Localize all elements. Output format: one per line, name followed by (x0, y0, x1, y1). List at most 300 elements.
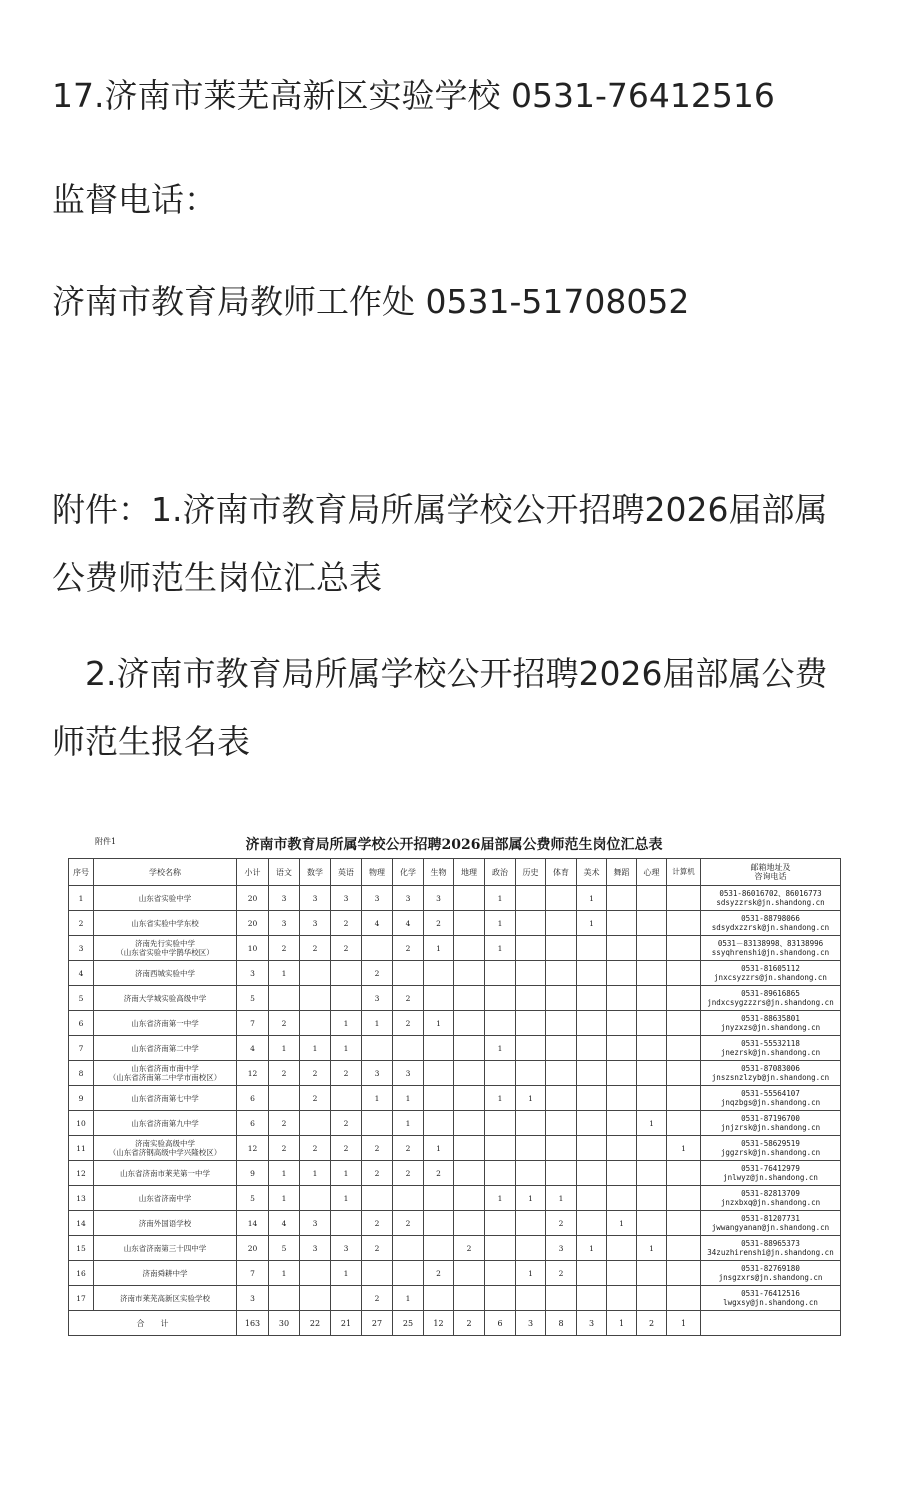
table-row (69, 986, 841, 1011)
cell-dance (607, 1061, 637, 1086)
cell-psychology (637, 936, 667, 961)
cell-english: 2 (331, 1111, 362, 1136)
cell-computer (667, 1061, 701, 1086)
header-math: 数学 (300, 859, 331, 886)
cell-chinese: 2 (269, 1111, 300, 1136)
cell-subtotal: 7 (237, 1011, 269, 1036)
cell-psychology: 1 (637, 1236, 667, 1261)
cell-art (577, 1086, 607, 1111)
cell-chemistry: 2 (393, 936, 424, 961)
cell-politics: 1 (485, 936, 516, 961)
cell-dance (607, 986, 637, 1011)
cell-geography (454, 936, 485, 961)
cell-physics: 2 (362, 1136, 393, 1161)
school-name: 山东省济南市南中学 (131, 1064, 199, 1073)
table-row (69, 936, 841, 961)
contact-email: jnxcsyzzrs@jn.shandong.cn (714, 973, 827, 982)
total-english: 21 (331, 1311, 362, 1336)
cell-biology (424, 961, 454, 986)
cell-psychology (637, 1136, 667, 1161)
cell-english: 3 (331, 1236, 362, 1261)
contact-email: jnsgzxrs@jn.shandong.cn (718, 1273, 823, 1282)
cell-chinese: 1 (269, 1161, 300, 1186)
cell-pe: 2 (546, 1261, 577, 1286)
cell-subtotal: 6 (237, 1086, 269, 1111)
header-subtotal: 小计 (237, 859, 269, 886)
cell-chinese: 1 (269, 1186, 300, 1211)
school-name: 山东省济南中学 (138, 1193, 192, 1203)
cell-psychology (637, 986, 667, 1011)
table-row (69, 1161, 841, 1186)
cell-school (94, 1111, 237, 1136)
header-psychology: 心理 (637, 859, 667, 886)
cell-dance (607, 886, 637, 911)
school-name: 山东省实验中学东校 (131, 918, 199, 928)
header-art: 美术 (577, 859, 607, 886)
cell-school (94, 986, 237, 1011)
total-physics: 27 (362, 1311, 393, 1336)
contact-phone: 0531-88798066 (741, 914, 800, 923)
cell-biology: 1 (424, 1011, 454, 1036)
cell-english: 1 (331, 1261, 362, 1286)
contact-phone: 0531－83138998、83138996 (717, 939, 824, 948)
cell-psychology (637, 1086, 667, 1111)
cell-politics: 1 (485, 1036, 516, 1061)
cell-politics: 1 (485, 1086, 516, 1111)
cell-seq: 11 (69, 1136, 94, 1161)
cell-chinese: 1 (269, 961, 300, 986)
header-politics: 政治 (485, 859, 516, 886)
contact-line-17: 17.济南市莱芜高新区实验学校 0531-76412516 (52, 76, 775, 115)
cell-chemistry: 1 (393, 1086, 424, 1111)
cell-subtotal: 5 (237, 986, 269, 1011)
cell-pe (546, 886, 577, 911)
cell-art (577, 1286, 607, 1311)
total-geography: 2 (454, 1311, 485, 1336)
header-contact-line2: 咨询电话 (754, 872, 787, 881)
cell-chemistry: 2 (393, 1161, 424, 1186)
cell-subtotal: 20 (237, 886, 269, 911)
cell-chinese: 3 (269, 886, 300, 911)
cell-geography (454, 1086, 485, 1111)
cell-contact (701, 961, 841, 986)
cell-pe (546, 1161, 577, 1186)
cell-contact (701, 1261, 841, 1286)
supervision-heading: 监督电话： (52, 180, 217, 219)
contact-phone: 0531-76412516 (741, 1289, 800, 1298)
contact-email: ssyqhrenshi@jn.shandong.cn (711, 948, 830, 957)
cell-contact (701, 911, 841, 936)
total-math: 22 (300, 1311, 331, 1336)
cell-contact (701, 1211, 841, 1236)
cell-math: 2 (300, 1136, 331, 1161)
header-history: 历史 (516, 859, 546, 886)
cell-physics (362, 936, 393, 961)
cell-english: 2 (331, 936, 362, 961)
cell-psychology (637, 1011, 667, 1036)
contact-phone: 0531-81207731 (741, 1214, 800, 1223)
school-name: 济南外国语学校 (138, 1218, 192, 1228)
cell-physics: 2 (362, 1236, 393, 1261)
total-dance: 1 (607, 1311, 637, 1336)
cell-psychology (637, 1161, 667, 1186)
cell-contact (701, 1161, 841, 1186)
cell-biology (424, 986, 454, 1011)
cell-computer (667, 1286, 701, 1311)
cell-art (577, 1036, 607, 1061)
header-computer: 计算机 (667, 859, 701, 886)
contact-phone: 0531-87083006 (741, 1064, 800, 1073)
cell-seq: 9 (69, 1086, 94, 1111)
cell-english (331, 1211, 362, 1236)
cell-seq: 1 (69, 886, 94, 911)
cell-pe: 3 (546, 1236, 577, 1261)
cell-computer (667, 1236, 701, 1261)
cell-chinese: 2 (269, 1011, 300, 1036)
cell-art (577, 1111, 607, 1136)
cell-pe (546, 936, 577, 961)
cell-school (94, 886, 237, 911)
cell-seq: 6 (69, 1011, 94, 1036)
cell-pe (546, 961, 577, 986)
cell-subtotal: 3 (237, 961, 269, 986)
table-title: 济南市教育局所属学校公开招聘2026届部属公费师范生岗位汇总表 (245, 837, 663, 853)
cell-english: 1 (331, 1161, 362, 1186)
contact-phone: 0531-89616865 (741, 989, 800, 998)
cell-school (94, 1286, 237, 1311)
cell-biology (424, 1111, 454, 1136)
school-campus-note: （山东省济钢高级中学兴隆校区） (108, 1148, 222, 1157)
total-chinese: 30 (269, 1311, 300, 1336)
cell-math (300, 961, 331, 986)
school-campus-note: （山东省济南第二中学市南校区） (108, 1073, 222, 1082)
school-name: 济南实验高级中学 (135, 1139, 195, 1148)
cell-history (516, 1236, 546, 1261)
cell-chinese: 2 (269, 1136, 300, 1161)
cell-physics: 4 (362, 911, 393, 936)
cell-physics: 3 (362, 986, 393, 1011)
cell-dance (607, 1236, 637, 1261)
cell-dance (607, 1111, 637, 1136)
cell-biology: 1 (424, 1136, 454, 1161)
cell-computer (667, 1036, 701, 1061)
cell-history (516, 886, 546, 911)
cell-politics (485, 1261, 516, 1286)
cell-physics: 2 (362, 1211, 393, 1236)
contact-phone: 0531-88635801 (741, 1014, 800, 1023)
cell-math: 3 (300, 1236, 331, 1261)
cell-pe (546, 1036, 577, 1061)
contact-phone: 0531-88965373 (741, 1239, 800, 1248)
header-physics: 物理 (362, 859, 393, 886)
cell-computer (667, 1161, 701, 1186)
cell-politics (485, 1236, 516, 1261)
table-body (69, 886, 841, 1311)
cell-school (94, 1211, 237, 1236)
cell-chinese (269, 986, 300, 1011)
school-name: 济南市莱芜高新区实验学校 (120, 1293, 210, 1303)
cell-art (577, 1136, 607, 1161)
cell-geography (454, 1036, 485, 1061)
cell-geography (454, 1186, 485, 1211)
cell-computer (667, 986, 701, 1011)
cell-school (94, 911, 237, 936)
cell-computer (667, 1261, 701, 1286)
cell-history (516, 1061, 546, 1086)
cell-physics: 1 (362, 1086, 393, 1111)
cell-math: 2 (300, 1061, 331, 1086)
cell-contact (701, 1061, 841, 1086)
cell-psychology (637, 1261, 667, 1286)
cell-psychology (637, 1061, 667, 1086)
contact-email: jnzxbxq@jn.shandong.cn (720, 1198, 821, 1207)
cell-computer (667, 936, 701, 961)
cell-pe (546, 986, 577, 1011)
school-name: 山东省济南第二中学 (131, 1043, 199, 1053)
total-art: 3 (577, 1311, 607, 1336)
school-name: 济南先行实验中学 (135, 939, 195, 948)
cell-school (94, 1161, 237, 1186)
cell-politics: 1 (485, 1186, 516, 1211)
contact-email: jnjzrsk@jn.shandong.cn (720, 1123, 821, 1132)
cell-history (516, 986, 546, 1011)
cell-contact (701, 1186, 841, 1211)
cell-biology: 3 (424, 886, 454, 911)
contact-email: jnyzxzs@jn.shandong.cn (720, 1023, 821, 1032)
total-politics: 6 (485, 1311, 516, 1336)
cell-subtotal: 12 (237, 1136, 269, 1161)
cell-math: 3 (300, 911, 331, 936)
contact-email: jggzrsk@jn.shandong.cn (720, 1148, 821, 1157)
cell-geography (454, 1111, 485, 1136)
cell-chemistry (393, 961, 424, 986)
cell-school (94, 936, 237, 961)
cell-politics (485, 961, 516, 986)
table-row (69, 1086, 841, 1111)
contact-phone: 0531-81605112 (741, 964, 800, 973)
header-seq: 序号 (69, 859, 94, 886)
cell-art (577, 1011, 607, 1036)
table-row (69, 1236, 841, 1261)
cell-math: 3 (300, 886, 331, 911)
cell-subtotal: 4 (237, 1036, 269, 1061)
contact-email: 34zuzhirenshi@jn.shandong.cn (707, 1248, 834, 1257)
cell-biology (424, 1211, 454, 1236)
cell-physics: 3 (362, 886, 393, 911)
cell-history (516, 1011, 546, 1036)
cell-physics: 2 (362, 1286, 393, 1311)
cell-subtotal: 12 (237, 1061, 269, 1086)
cell-math: 1 (300, 1036, 331, 1061)
cell-psychology (637, 1186, 667, 1211)
cell-politics (485, 1211, 516, 1236)
cell-art (577, 936, 607, 961)
cell-math: 2 (300, 936, 331, 961)
cell-english: 2 (331, 911, 362, 936)
cell-english: 1 (331, 1011, 362, 1036)
total-contact (701, 1311, 841, 1336)
cell-dance (607, 911, 637, 936)
cell-history (516, 961, 546, 986)
cell-school (94, 1186, 237, 1211)
total-biology: 12 (424, 1311, 454, 1336)
cell-math: 1 (300, 1161, 331, 1186)
cell-pe: 2 (546, 1211, 577, 1236)
cell-politics (485, 1111, 516, 1136)
cell-psychology (637, 911, 667, 936)
cell-seq: 5 (69, 986, 94, 1011)
contact-email: jndxcsygzzzrs@jn.shandong.cn (707, 998, 834, 1007)
table-row (69, 1036, 841, 1061)
cell-dance (607, 1186, 637, 1211)
cell-history (516, 1211, 546, 1236)
cell-pe (546, 911, 577, 936)
cell-physics: 2 (362, 1161, 393, 1186)
school-name: 山东省实验中学 (138, 893, 192, 903)
attachment-2-text: 2.济南市教育局所属学校公开招聘2026届部属公费师范生报名表 (52, 654, 828, 761)
cell-school (94, 1261, 237, 1286)
table-row (69, 1136, 841, 1161)
cell-politics (485, 986, 516, 1011)
table-row (69, 961, 841, 986)
header-dance: 舞蹈 (607, 859, 637, 886)
table-attachment-label: 附件1 (95, 837, 117, 846)
cell-chemistry: 1 (393, 1286, 424, 1311)
cell-subtotal: 20 (237, 1236, 269, 1261)
cell-subtotal: 7 (237, 1261, 269, 1286)
cell-school (94, 1086, 237, 1111)
cell-physics (362, 1261, 393, 1286)
cell-chinese: 2 (269, 936, 300, 961)
cell-seq: 16 (69, 1261, 94, 1286)
header-pe: 体育 (546, 859, 577, 886)
cell-geography (454, 1161, 485, 1186)
cell-psychology: 1 (637, 1111, 667, 1136)
cell-school (94, 1036, 237, 1061)
cell-geography (454, 1211, 485, 1236)
cell-chemistry: 1 (393, 1111, 424, 1136)
cell-geography (454, 911, 485, 936)
cell-chinese: 1 (269, 1261, 300, 1286)
contact-phone: 0531-76412979 (741, 1164, 800, 1173)
cell-computer (667, 1211, 701, 1236)
total-computer: 1 (667, 1311, 701, 1336)
cell-art (577, 1186, 607, 1211)
cell-biology: 2 (424, 911, 454, 936)
cell-history (516, 1286, 546, 1311)
cell-seq: 2 (69, 911, 94, 936)
cell-school (94, 1236, 237, 1261)
cell-physics (362, 1111, 393, 1136)
cell-history: 1 (516, 1261, 546, 1286)
cell-geography (454, 1136, 485, 1161)
cell-dance (607, 1086, 637, 1111)
school-name: 山东省济南第三十四中学 (123, 1243, 207, 1253)
cell-subtotal: 5 (237, 1186, 269, 1211)
cell-physics (362, 1036, 393, 1061)
cell-chinese: 4 (269, 1211, 300, 1236)
cell-psychology (637, 1036, 667, 1061)
cell-math (300, 1286, 331, 1311)
cell-geography: 2 (454, 1236, 485, 1261)
cell-seq: 13 (69, 1186, 94, 1211)
cell-contact (701, 1286, 841, 1311)
cell-english: 1 (331, 1036, 362, 1061)
cell-history (516, 911, 546, 936)
header-chemistry: 化学 (393, 859, 424, 886)
cell-pe (546, 1136, 577, 1161)
contact-phone: 0531-82813709 (741, 1189, 800, 1198)
cell-pe (546, 1086, 577, 1111)
cell-chemistry (393, 1236, 424, 1261)
cell-seq: 8 (69, 1061, 94, 1086)
cell-computer: 1 (667, 1136, 701, 1161)
total-label: 合 计 (69, 1311, 237, 1336)
cell-physics (362, 1186, 393, 1211)
cell-dance (607, 936, 637, 961)
cell-english: 2 (331, 1061, 362, 1086)
cell-math (300, 1186, 331, 1211)
total-row (69, 1311, 841, 1336)
cell-art (577, 961, 607, 986)
cell-politics (485, 1136, 516, 1161)
cell-history: 1 (516, 1186, 546, 1211)
cell-art (577, 1061, 607, 1086)
contact-email: jwwangyanan@jn.shandong.cn (711, 1223, 830, 1232)
cell-subtotal: 9 (237, 1161, 269, 1186)
cell-psychology (637, 961, 667, 986)
cell-contact (701, 1036, 841, 1061)
cell-chemistry: 2 (393, 1136, 424, 1161)
school-campus-note: （山东省实验中学鹊华校区） (116, 948, 214, 957)
cell-history: 1 (516, 1086, 546, 1111)
header-contact-line1: 邮箱地址及 (750, 863, 791, 872)
cell-biology (424, 1236, 454, 1261)
cell-pe (546, 1111, 577, 1136)
cell-dance (607, 961, 637, 986)
cell-seq: 10 (69, 1111, 94, 1136)
cell-physics: 1 (362, 1011, 393, 1036)
cell-computer (667, 911, 701, 936)
cell-math: 2 (300, 1086, 331, 1111)
cell-art (577, 1261, 607, 1286)
cell-chinese: 1 (269, 1036, 300, 1061)
cell-english (331, 986, 362, 1011)
cell-dance: 1 (607, 1211, 637, 1236)
cell-biology: 2 (424, 1261, 454, 1286)
cell-contact (701, 986, 841, 1011)
contact-phone: 0531-58629519 (741, 1139, 800, 1148)
contact-phone: 0531-55564107 (741, 1089, 800, 1098)
contact-email: jnqzbgs@jn.shandong.cn (720, 1098, 821, 1107)
cell-seq: 17 (69, 1286, 94, 1311)
cell-contact (701, 1136, 841, 1161)
school-name: 山东省济南第一中学 (131, 1018, 199, 1028)
cell-chemistry: 2 (393, 1211, 424, 1236)
cell-school (94, 1136, 237, 1161)
cell-biology: 2 (424, 1161, 454, 1186)
school-name: 济南舜耕中学 (142, 1268, 188, 1278)
cell-politics: 1 (485, 911, 516, 936)
cell-history (516, 1161, 546, 1186)
cell-biology (424, 1286, 454, 1311)
cell-physics: 3 (362, 1061, 393, 1086)
cell-seq: 15 (69, 1236, 94, 1261)
cell-politics: 1 (485, 886, 516, 911)
positions-summary-table-image (68, 834, 840, 1350)
contact-phone: 0531-55532118 (741, 1039, 800, 1048)
cell-politics (485, 1161, 516, 1186)
